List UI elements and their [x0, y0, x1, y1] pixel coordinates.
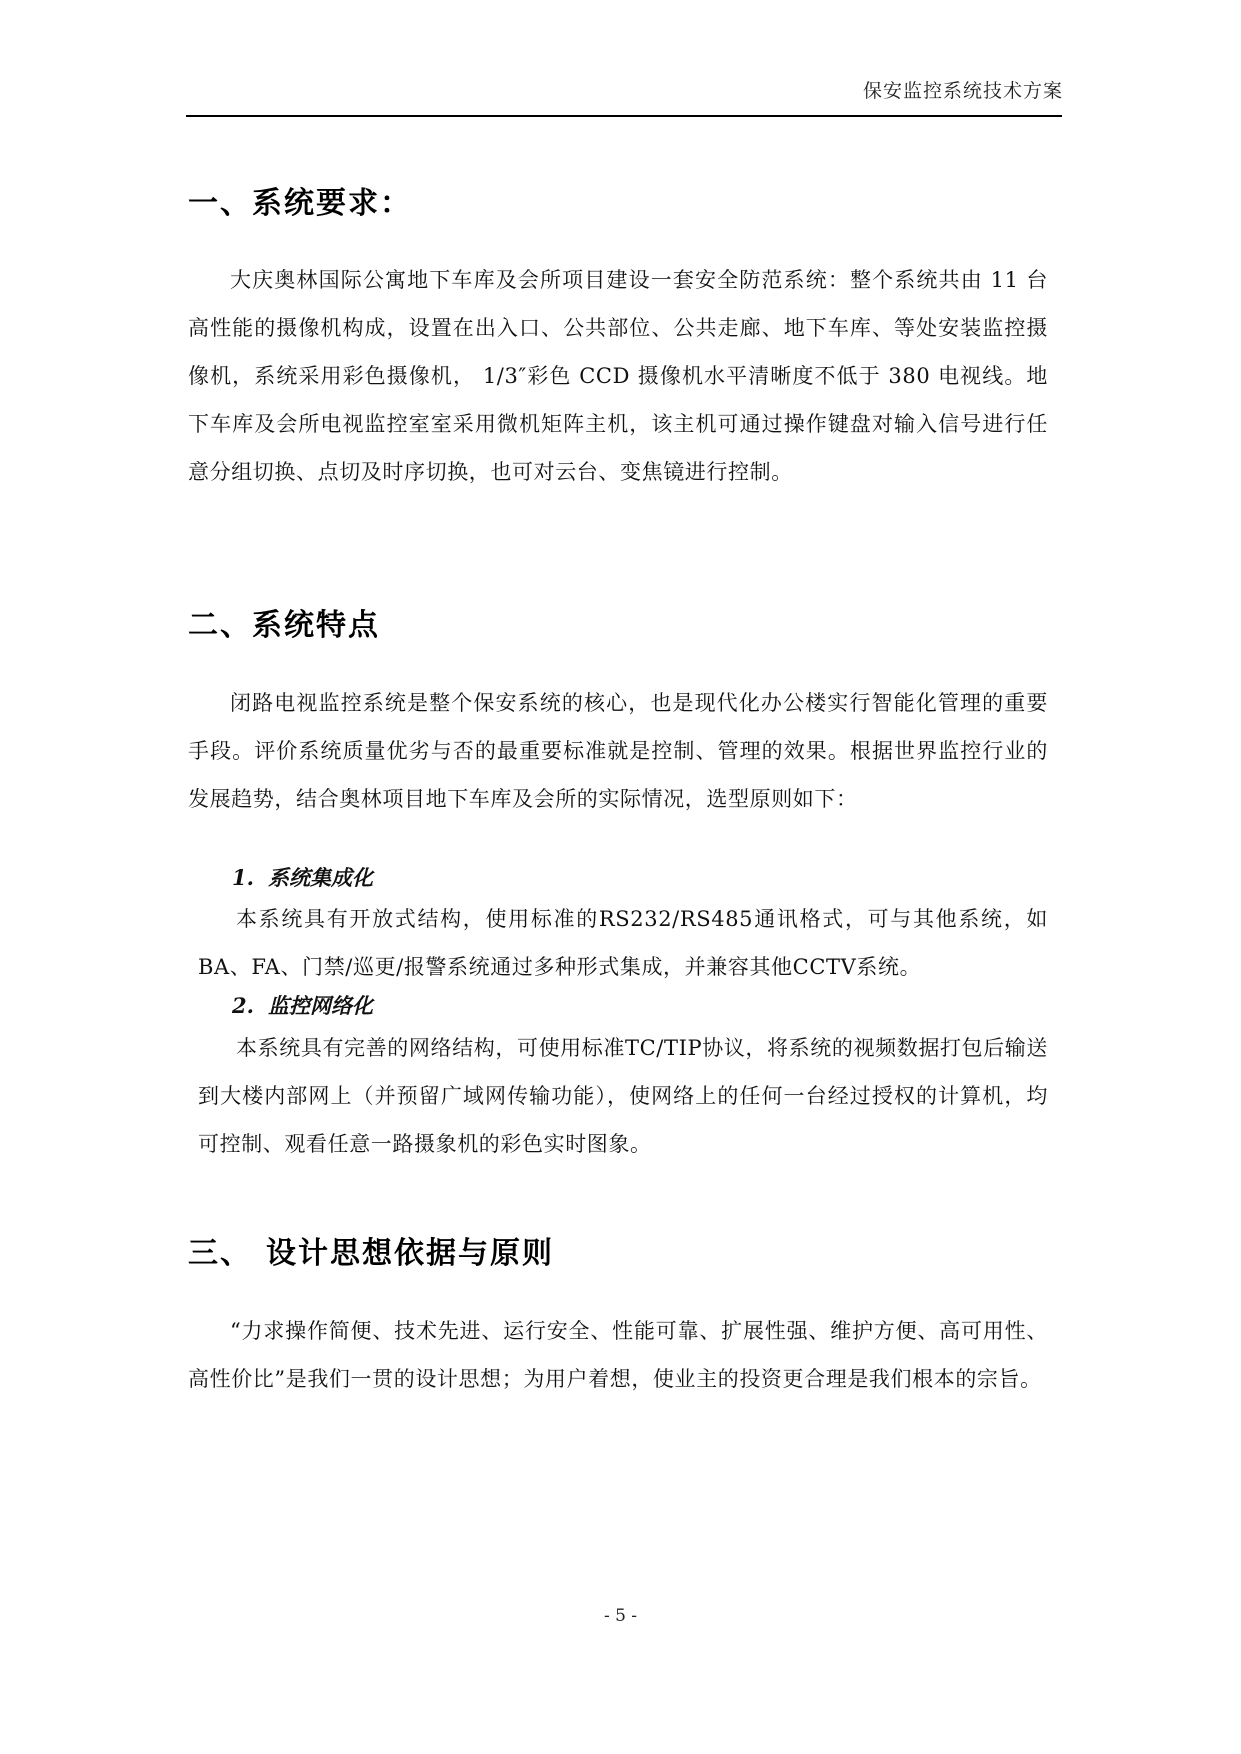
section-1-number: 一、	[188, 186, 252, 221]
section-2-heading	[188, 600, 380, 644]
header-title: 保安监控系统技术方案	[862, 80, 1063, 102]
section-1-heading	[188, 178, 412, 222]
section-2-paragraph: 闭路电视监控系统是整个保安系统的核心，也是现代化办公楼实行智能化管理的重要手段。评价系统质量优劣与否的最重要标准就是控制、管理的效果。根据世界监控行业的发展趋势，结合奥林项目地下车库及会所的实际情况，选型原则如下：	[188, 691, 1048, 811]
section-2-title: 系统特点	[252, 608, 380, 643]
section-3-title: 设计思想依据与原则	[266, 1236, 554, 1271]
section-3-number: 三、	[188, 1236, 252, 1271]
item-2-text: 本系统具有完善的网络结构，可使用标准TC/TIP协议，将系统的视频数据打包后输送到大楼内部网上（并预留广域网传输功能），使网络上的任何一台经过授权的计算机，均可控制、观看任意一路摄象机的彩色实时图象。	[198, 1036, 1048, 1156]
item-1-heading	[232, 862, 373, 892]
section-3-heading	[188, 1228, 554, 1272]
section-1-paragraph: 大庆奥林国际公寓地下车库及会所项目建设一套安全防范系统：整个系统共由 11 台高性能的摄像机构成，设置在出入口、公共部位、公共走廊、地下车库、等处安装监控摄像机，系统采用彩色摄像机， 1/3″彩色 CCD 摄像机水平清晰度不低于 380 电视线。地下车库及会所电视监控室室采用微机矩阵主机，该主机可通过操作键盘对输入信号进行任意分组切换、点切及时序切换，也可对云台、变焦镜进行控制。	[188, 268, 1048, 484]
item-1-title: 系统集成化	[268, 865, 373, 890]
item-1-text: 本系统具有开放式结构，使用标准的RS232/RS485通讯格式，可与其他系统，如BA、FA、门禁/巡更/报警系统通过多种形式集成，并兼容其他CCTV系统。	[198, 907, 1048, 979]
item-1-number: 1.	[232, 865, 254, 890]
section-1-title: 系统要求：	[252, 186, 412, 221]
section-3-paragraph: “力求操作简便、技术先进、运行安全、性能可靠、扩展性强、维护方便、高可用性、高性价比”是我们一贯的设计思想；为用户着想，使业主的投资更合理是我们根本的宗旨。	[188, 1319, 1048, 1391]
item-2-number: 2.	[232, 993, 254, 1018]
section-2-number: 二、	[188, 608, 252, 643]
item-2-title: 监控网络化	[268, 993, 373, 1018]
header-divider	[186, 115, 1062, 117]
page-number: - 5 -	[603, 1606, 638, 1626]
item-2-heading	[232, 990, 373, 1020]
